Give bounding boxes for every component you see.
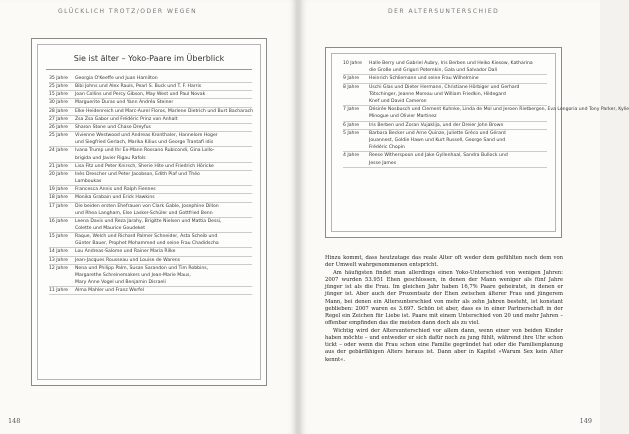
entry-years: 35 Jahre (49, 76, 69, 81)
entry-names-line: Colette und Maurice Goudeket (75, 225, 146, 231)
entry-names (369, 106, 629, 120)
entry-years: 7 Jahre (343, 107, 360, 113)
list-item (49, 75, 252, 83)
list-item (49, 99, 252, 107)
entry-names-line: Sharon Stone und Chase Dreyfus (75, 124, 151, 130)
continuation-box (325, 47, 629, 238)
left-page (0, 0, 296, 434)
entry-names (75, 265, 252, 286)
list-item (49, 124, 252, 132)
list-item (49, 287, 252, 295)
list-item (49, 203, 252, 218)
entry-names-line: Leena Davis und Reza Jarahy, Brigitte Nielsen und Mattia Dessi, (75, 218, 222, 224)
entry-names-line: Monika Grabain und Erick Hawkins (75, 195, 155, 201)
entry-names-line: Lisa Fitz und Peter Knirsch, Sherie Hite und Friedrich Höricke (75, 163, 214, 169)
list-item (49, 248, 252, 256)
list-item (343, 152, 547, 167)
page-number-right: 149 (579, 417, 592, 425)
entry-names (75, 194, 252, 201)
entry-years: 15 Jahre (49, 234, 69, 240)
continuation-box-inner-frame (331, 53, 629, 232)
list-item (49, 132, 252, 147)
entry-names (75, 132, 252, 146)
list-item (49, 171, 252, 186)
entry-years: 18 Jahre (49, 195, 69, 201)
list-item (49, 91, 252, 99)
body-text (325, 255, 563, 364)
body-paragraph: Wichtig wird der Altersunterschied vor allem dann, wenn einer von beiden Kinder haben möchte – und entweder er sich dafür noch zu jung fühlt, während ihre Uhr schon tickt – oder wenn die Frau schon eine Familie gegründet hat oder die Familienplanung aus der gebärfähigen Alters heraus ist. Dann aber in Kapitel »Warum Sex kein Alter kennt«. (325, 327, 563, 363)
entry-names-line: Tötschinger, Jeanne Moreau und William Friedkin, Hildegard (369, 91, 506, 97)
entry-years: 11 Jahre (49, 288, 69, 294)
entry-names-line: Heinrich Schliemann und seine Frau Wilhelmine (369, 76, 479, 82)
entry-years: 13 Jahre (49, 257, 69, 263)
entry-names (75, 218, 252, 232)
list-item (343, 130, 547, 153)
title-rule (46, 69, 252, 70)
entry-names (75, 116, 252, 123)
entry-years: 10 Jahre (343, 61, 363, 66)
entry-names (75, 248, 252, 255)
entry-names (75, 163, 252, 170)
list-item (49, 265, 252, 287)
entry-names-line: Frédéric Chopin (369, 145, 405, 151)
entry-names-line: Désirée Nosbusch und Clement Kuhnke, Linda de Mol und Jeroen Rietbergen, Eva Longoria und Tony Parker, Kylie (369, 107, 629, 113)
entry-names-line: Nena und Philipp Palm, Susan Sarandon und Tim Robbins, (75, 265, 209, 271)
entry-names (369, 84, 547, 106)
entry-names (75, 147, 252, 161)
entry-names-line: Francesca Annis und Ralph Fiennes (75, 187, 156, 193)
entry-names-line: Jean-Jacques Rousseau und Louise de Warens (75, 257, 181, 263)
entry-names (75, 186, 252, 193)
list-item (343, 106, 629, 121)
running-head-left: GLÜCKLICH TROTZ/ODER WEGEN (58, 8, 198, 15)
entry-names-line: Joan Collins und Percy Gibson, May West und Paul Novak (75, 92, 206, 98)
entry-names (369, 75, 547, 82)
entry-names-line: Georgia O'Keeffe und Juan Hamilton (75, 76, 158, 81)
list-item (49, 116, 252, 124)
entry-names (75, 233, 252, 247)
entry-names-line: brigida und Javier Rigau Rafols (75, 155, 146, 161)
entry-names-line: Jouannest, Goldie Hawn und Kurt Russell, George Sand und (369, 138, 506, 144)
entry-names-line: Ivana Trump und Ihr Ex-Mann Rossano Rubicondi, Gina Lollo- (75, 148, 215, 154)
entry-names-line: Raque, Welch und Richard Palmer Schneider, Asta Scheib und (75, 234, 218, 240)
entry-names (369, 152, 547, 166)
entry-names (75, 124, 252, 131)
list-item (49, 218, 252, 233)
entry-years: 25 Jahre (49, 84, 69, 90)
entry-names (75, 287, 252, 294)
entry-names (369, 60, 547, 74)
entry-years: 17 Jahre (49, 203, 69, 209)
list-item (49, 83, 252, 91)
right-page (300, 0, 629, 434)
list-item (343, 84, 547, 107)
entry-names-line: Inès Drescher und Peter Jacobson, Edith Piaf und Théo (75, 171, 200, 177)
entry-years: 14 Jahre (49, 249, 69, 255)
list-item (49, 233, 252, 248)
list-item (49, 147, 252, 162)
list-item (49, 108, 252, 116)
entry-years: 4 Jahre (343, 153, 360, 159)
body-paragraph: Hinzu kommt, dass heutzutage das reale Alter oft weder dem gefühlten noch dem von der Umwelt wahrgenommenen entspricht. (325, 255, 563, 269)
entry-names (75, 75, 252, 82)
list-item (49, 257, 252, 265)
box-title: Sie ist älter – Yoko-Paare im Überblick (73, 54, 225, 63)
entry-years: 21 Jahre (49, 163, 69, 169)
list-item (49, 163, 252, 171)
entry-names-line: Barbara Becker und Arne Quinze, Juliette Gréco und Gérard (369, 130, 506, 136)
entry-names (369, 130, 547, 152)
entry-names-line: Alma Mahler und Franz Werfel (75, 288, 145, 294)
entry-names-line: und Siegfried Gerlach, Marika Kilius und George Trantafi idis (75, 140, 214, 146)
entry-names-line: Halle Berry und Gabriel Aubry, Iris Berben und Heiko Kiesow, Katharina (369, 61, 533, 66)
list-item (49, 194, 252, 202)
entry-years: 19 Jahre (49, 187, 69, 193)
entry-years: 12 Jahre (49, 265, 69, 271)
entry-years: 25 Jahre (49, 133, 69, 139)
entry-names-line: Minogue und Olivier Martinez (369, 114, 437, 120)
entries-list-left (49, 75, 252, 295)
entry-names-line: Uschi Glas und Dieter Hermann, Christiane Hörbiger und Gerhard (369, 84, 520, 90)
body-paragraph: Am häufigsten findet man allerdings einen Yoko-Unterschied von wenigen Jahren: 2007 wurden 53.951 Ehen geschlossen, in denen der Mann weniger als fünf Jahre jünger ist als die Frau. Im gleichen Jahr haben 16,7% Paare geheiratet, in denen er jünger ist. Aber auch der Prozentsatz der Ehen zwischen älterer Frau und jüngerem Mann, bei denen ein Altersunterschied von mehr als zehn Jahren besteht, ist konstant geblieben: 2007 waren es 3.697. Schön ist aber, dass es in einer Partnerschaft in der Regel ein Zeichen für Liebe ist. Paare mit einem Unterschied von 20 und mehr Jahren – offenbar empfinden das die meisten dann doch als zu viel. (325, 269, 563, 327)
entry-years: 15 Jahre (49, 92, 69, 98)
entry-names-line: Lou Andreas-Salome und Rainer Maria Rilke (75, 249, 176, 255)
entry-years: 9 Jahre (343, 76, 360, 82)
entry-names (75, 171, 252, 185)
entry-names-line: Margarethe Schreinemakers und Jean-Marie Maus, (75, 272, 191, 278)
entry-names-line: Bibi Johns und Alex Rauls, Pearl S. Buck und T. F. Harris (75, 84, 202, 90)
entry-names (75, 99, 252, 106)
entry-names-line: Lamboukas (75, 179, 102, 185)
entries-list-right (343, 60, 629, 168)
entry-names-line: Marguerite Duras und Yann Andréa Steiner (75, 100, 174, 106)
entry-years: 5 Jahre (343, 130, 360, 136)
entry-years: 30 Jahre (49, 100, 69, 106)
entry-names-line: Vivienne Westwood und Andreas Kronthaler, Hannelore Hoger (75, 133, 218, 139)
entry-names (75, 203, 252, 217)
entry-years: 27 Jahre (49, 116, 69, 122)
entry-years: 8 Jahre (343, 84, 360, 90)
entry-years: 6 Jahre (343, 122, 360, 128)
entry-years: 16 Jahre (49, 218, 69, 224)
list-item (343, 60, 547, 75)
entry-names-line: Günter Bauer, Prophet Mohammed und seine Frau Chadidscha (75, 241, 219, 247)
entry-names-line: Zsa Zsa Gabor und Frédéric Prinz von Anhalt (75, 116, 178, 122)
running-head-right: DER ALTERSUNTERSCHIED (388, 8, 500, 15)
entry-names-line: Knef und David Cameron (369, 99, 427, 105)
entry-years: 28 Jahre (49, 108, 69, 114)
entry-names-line: Jesse James (369, 160, 397, 166)
entry-names (369, 122, 547, 129)
entry-names-line: Reese Witherspoon und Jake Gyllenhaal, Sandra Bullock und (369, 153, 508, 159)
entry-names-line: Elke Heidenreich und Marc-Aurel Floros, Marlene Dietrich und Burt Bacharach (75, 108, 254, 114)
entry-years: 20 Jahre (49, 171, 69, 177)
entry-names-line: Iris Berben und Zoran Vujaklija, und der Dreier John Brown (369, 122, 504, 128)
entry-names-line: die Große und Grigori Potemkin, Gala und Salvador Dalí (369, 68, 498, 74)
overview-box-inner-frame (37, 44, 261, 380)
overview-box (31, 38, 267, 386)
entry-names-line: und Rhea Langham, Else Lasker-Schüler und Gottfried Benn (75, 210, 213, 216)
entry-names (75, 91, 252, 98)
entry-names (75, 257, 252, 264)
list-item (343, 122, 547, 130)
list-item (343, 75, 547, 83)
entry-names (75, 83, 252, 90)
page-number-left: 148 (8, 417, 21, 425)
entry-names (75, 108, 253, 115)
entry-names-line: Die beiden ersten Ehefrauen von Clark Gable, Josephine Dillon (75, 203, 219, 209)
entry-names-line: Mary Anne Vogel und Benjamin Disraeli (75, 280, 166, 286)
entry-years: 26 Jahre (49, 124, 69, 130)
entry-years: 24 Jahre (49, 148, 69, 154)
list-item (49, 186, 252, 194)
